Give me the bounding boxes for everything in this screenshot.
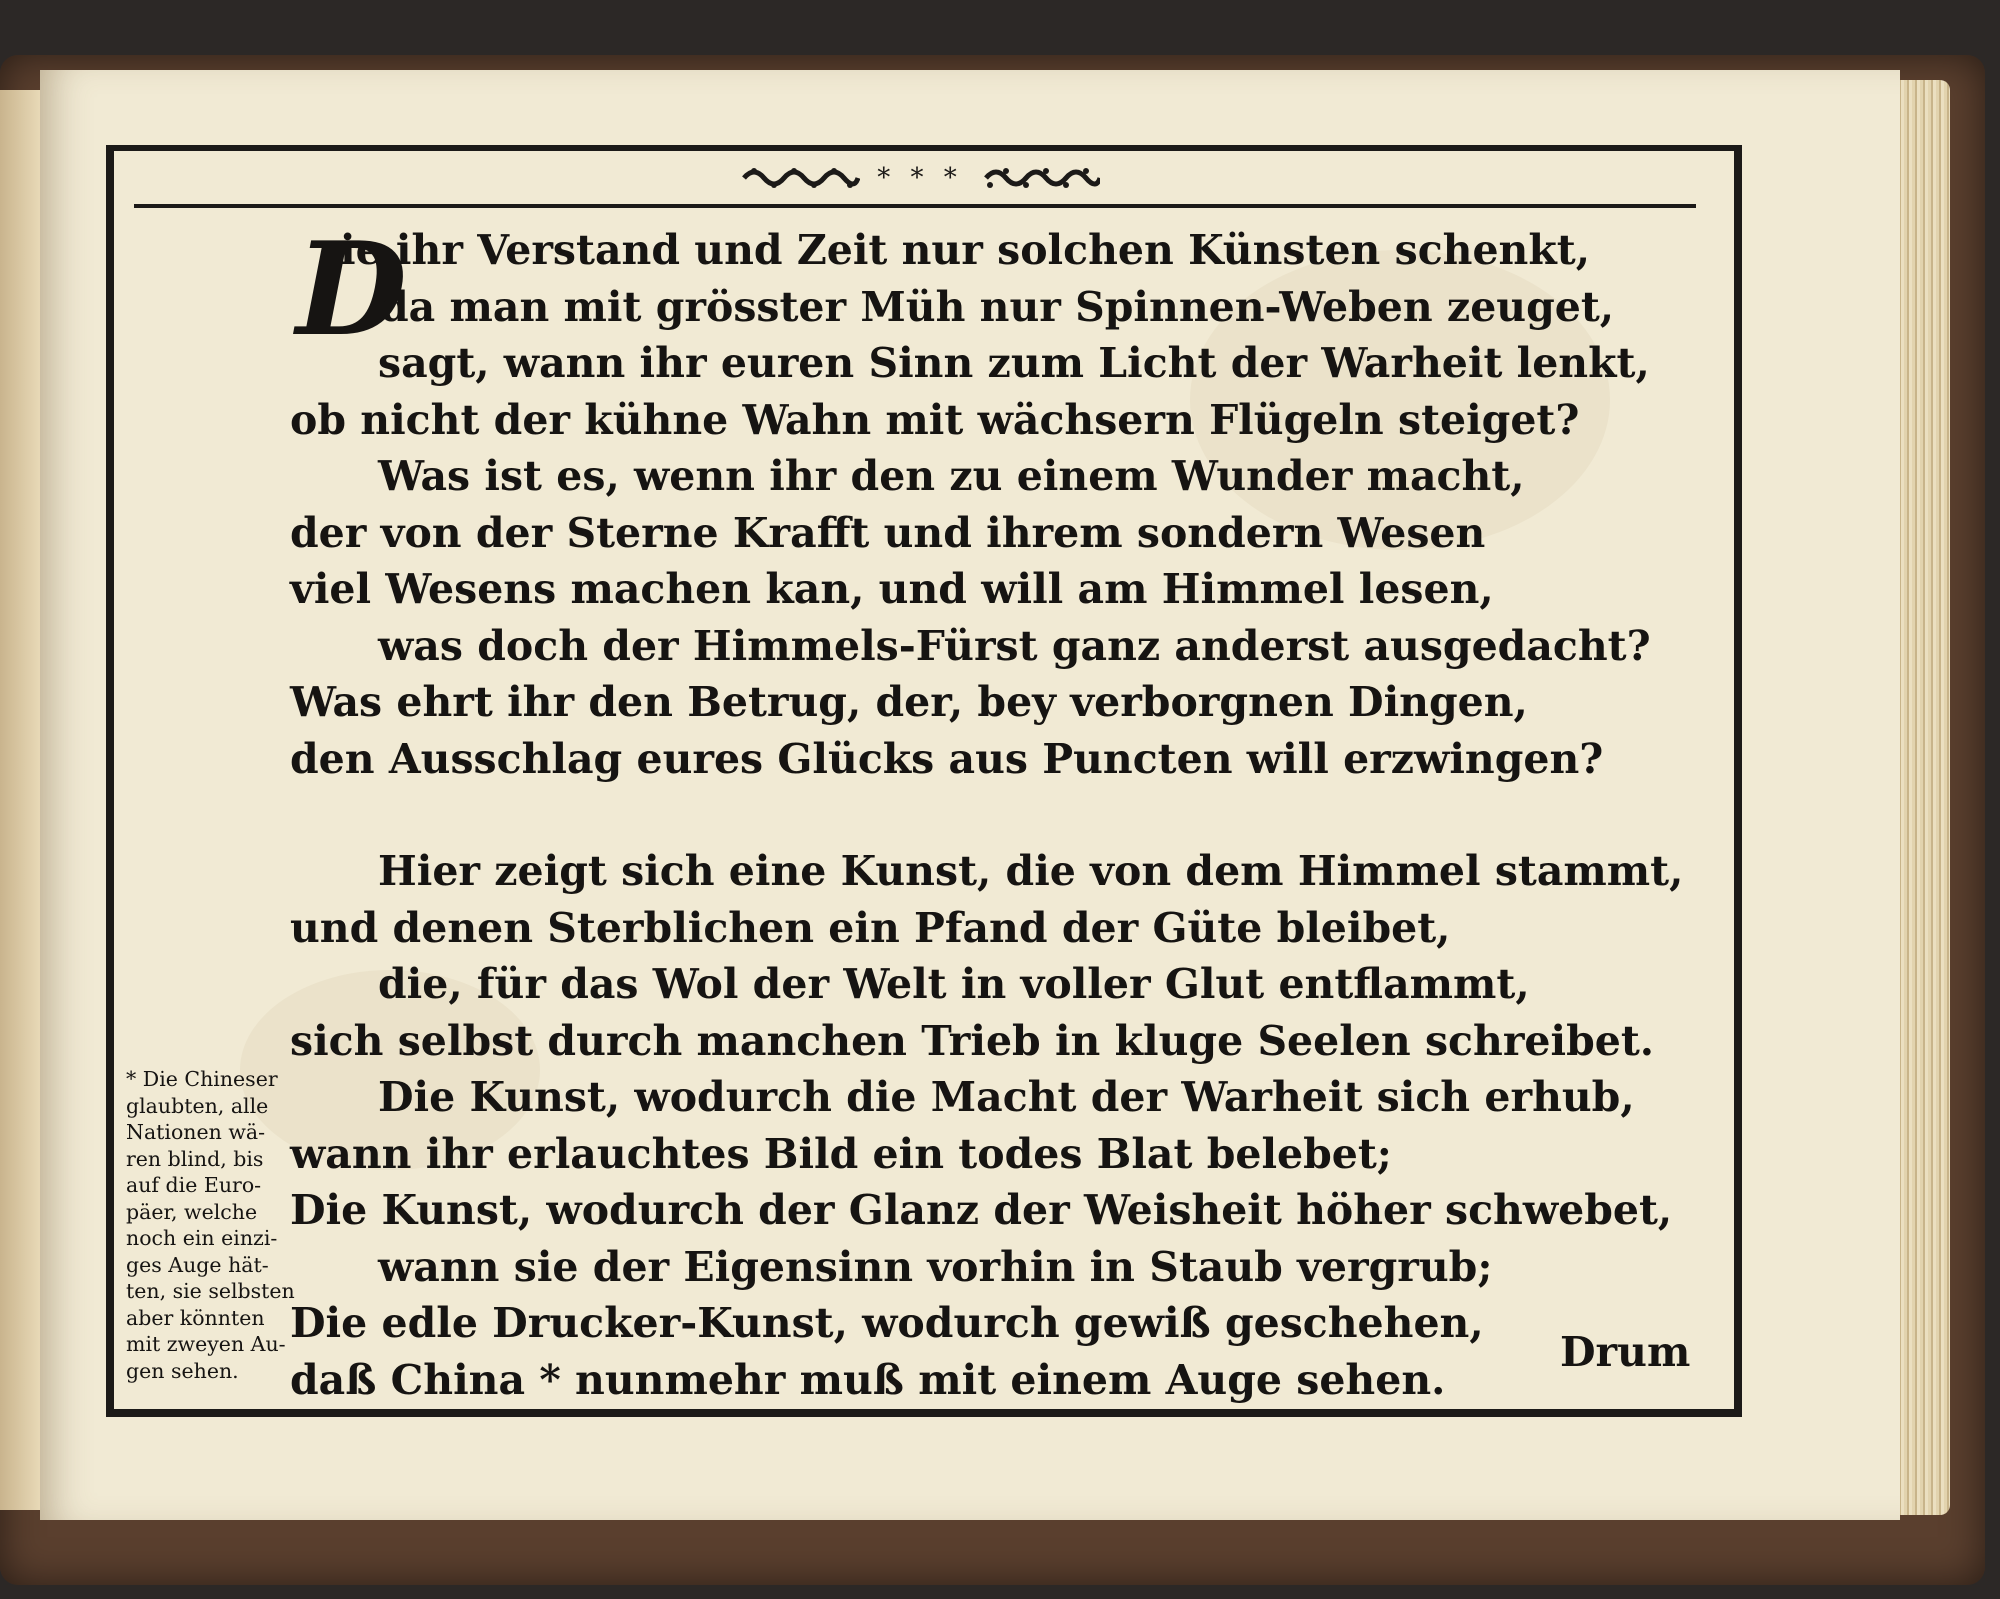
footnote-line: aber könnten (126, 1305, 265, 1330)
poem-line: der von der Sterne Krafft und ihrem sondern Wesen (290, 508, 1486, 557)
poem-line: da man mit grösster Müh nur Spinnen-Weben zeuget, (380, 282, 1615, 331)
footnote-line: ren blind, bis (126, 1146, 264, 1171)
footnote-line: noch ein einzi- (126, 1226, 278, 1250)
poem-line: ob nicht der kühne Wahn mit wächsern Flügeln steiget? (290, 395, 1580, 444)
poem-line: sich selbst durch manchen Trieb in kluge Seelen schreibet. (290, 1016, 1655, 1065)
poem-line: ie ihr Verstand und Zeit nur solchen Künsten schenkt, (340, 226, 1590, 274)
footnote-line: auf die Euro- (126, 1173, 262, 1197)
footnote-line: ten, sie selbsten (126, 1279, 295, 1303)
footnote-line: glaubten, alle (126, 1093, 269, 1118)
poem-line: Die Kunst, wodurch der Glanz der Weisheit höher schwebet, (290, 1186, 1673, 1234)
footnote-line: päer, welche (126, 1199, 258, 1224)
stanza-gap (290, 787, 1690, 843)
header-rule (134, 204, 1696, 208)
footnote-line: ges Auge hät- (126, 1252, 269, 1277)
poem-line: Die Kunst, wodurch die Macht der Warheit sich erhub, (378, 1073, 1635, 1121)
poem-line: Was ehrt ihr den Betrug, der, bey verborgnen Dingen, (290, 678, 1528, 726)
footnote-line: mit zweyen Au- (126, 1332, 286, 1356)
poem-line: Hier zeigt sich eine Kunst, die von dem Himmel stammt, (378, 847, 1684, 895)
poem-line: daß China * nunmehr muß mit einem Auge sehen. (290, 1355, 1446, 1404)
poem-line: was doch der Himmels-Fürst ganz anderst ausgedacht? (378, 621, 1651, 670)
left-page-edge (0, 90, 40, 1510)
poem-line: Was ist es, wenn ihr den zu einem Wunder macht, (378, 452, 1525, 500)
ornament-stars: * * * (877, 163, 963, 193)
fleuron-right-icon (980, 163, 1100, 193)
poem-line: und denen Sterblichen ein Pfand der Güte bleibet, (290, 903, 1451, 952)
footnote-line: Nationen wä- (126, 1120, 266, 1144)
poem-line: Die edle Drucker-Kunst, wodurch gewiß geschehen, (290, 1299, 1484, 1347)
footnote-line: gen sehen. (126, 1358, 239, 1383)
poem-line: die, für das Wol der Welt in voller Glut entflammt, (378, 960, 1530, 1008)
poem-line: sagt, wann ihr euren Sinn zum Licht der Warheit lenkt, (378, 339, 1650, 387)
catchword: Drum (1560, 1328, 1691, 1376)
poem-line: den Ausschlag eures Glücks aus Puncten will erzwingen? (290, 734, 1604, 783)
fleuron-left-icon (740, 163, 860, 193)
side-footnote (126, 1066, 294, 1384)
poem-text (290, 215, 1690, 1408)
footnote-line: * Die Chineser (126, 1067, 278, 1091)
poem-line: wann sie der Eigensinn vorhin in Staub vergrub; (378, 1242, 1493, 1291)
header-ornament (740, 158, 1100, 198)
drop-capital: D (296, 215, 407, 365)
poem-line: viel Wesens machen kan, und will am Himmel lesen, (290, 565, 1494, 613)
poem-line: wann ihr erlauchtes Bild ein todes Blat belebet; (290, 1129, 1392, 1178)
